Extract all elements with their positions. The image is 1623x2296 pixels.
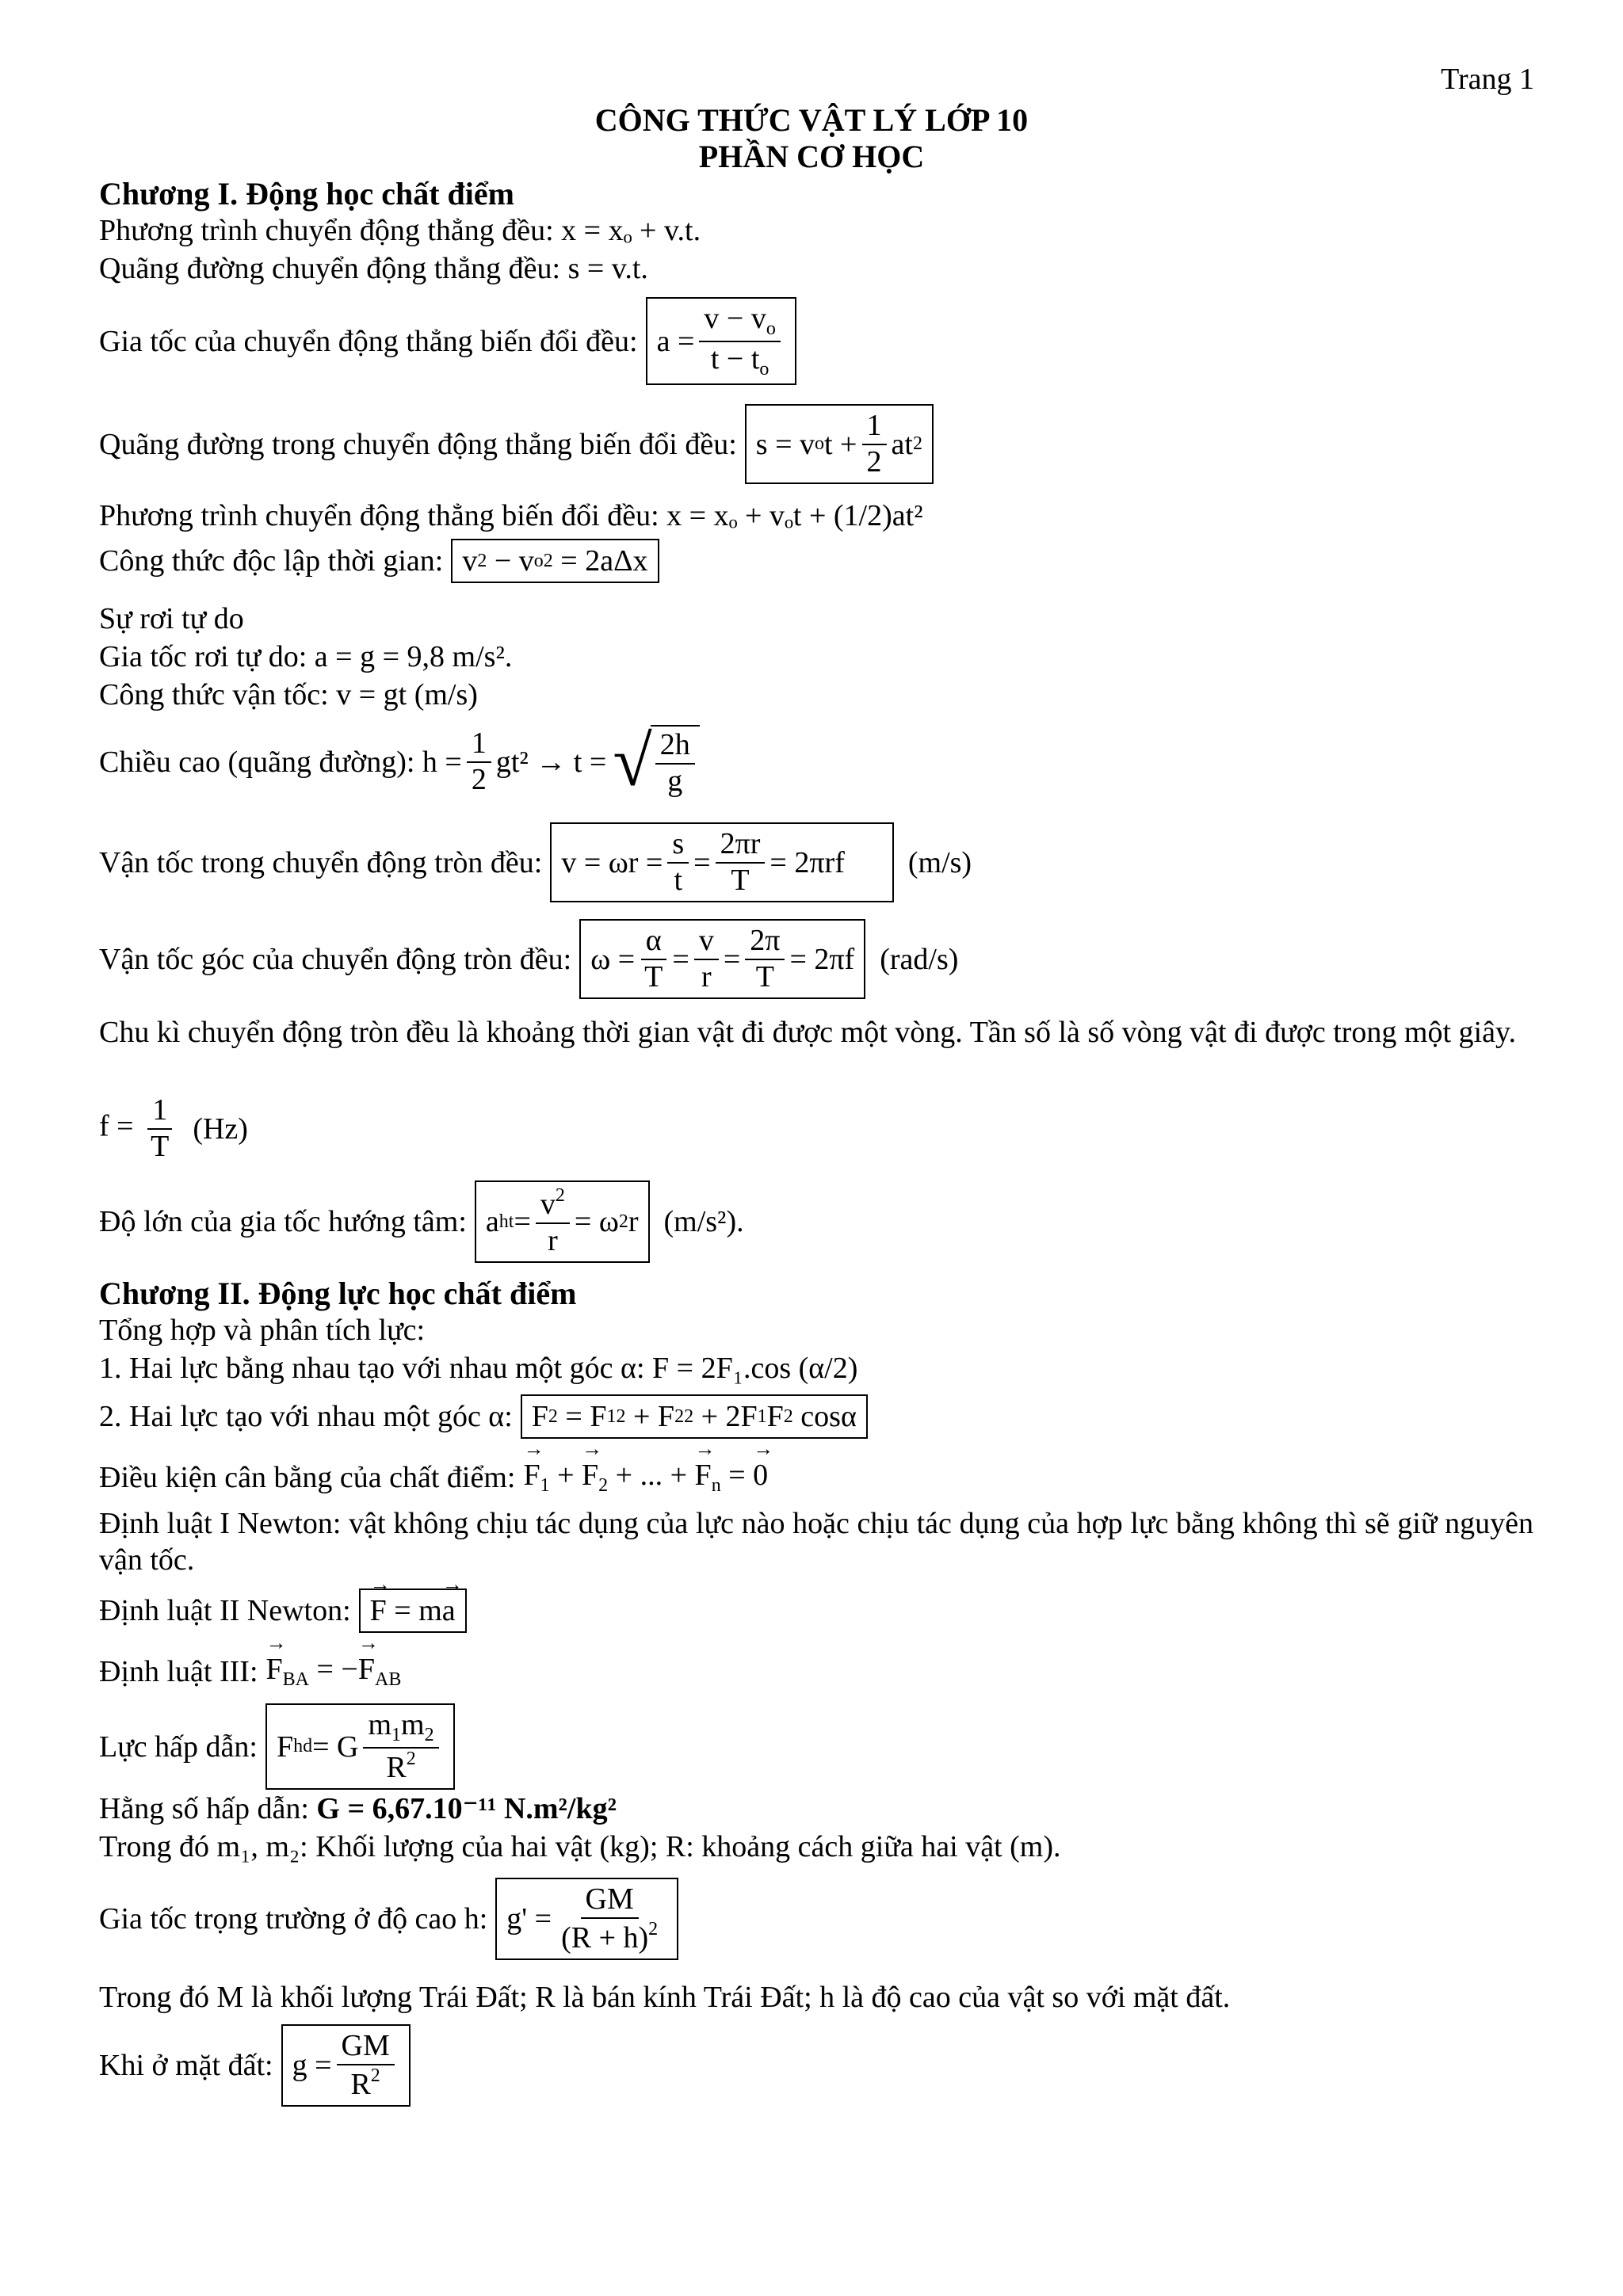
ground-gravity-formula: g = $\frac{GM}{R^2}$: [281, 2024, 411, 2107]
time-independent-formula: v 2 − v o 2 = 2aΔx: [451, 539, 659, 583]
gravity-height-row: Gia tốc trọng trường ở độ cao h: g' = $\frac{GM}{(R + h)^2}$: [99, 1878, 678, 1960]
equal-forces-line: 1. Hai lực bằng nhau tạo với nhau một góc α: F = 2F₁.cos (α/2): [99, 1352, 858, 1385]
page-number: Trang 1: [1441, 63, 1534, 96]
chapter-2-heading: Chương II. Động lực học chất điểm: [99, 1276, 577, 1311]
two-forces-formula: F 2 = F 1 2 + F 2 2 + 2F 1 F 2 cosα: [521, 1394, 868, 1439]
acceleration-formula: a = $\frac{v - v_o}{t - t_o}$: [646, 297, 796, 385]
newton-second-formula: → F = m → a: [359, 1589, 467, 1633]
frequency-row: f = $\frac{1}{T}$ (Hz): [99, 1093, 248, 1163]
document-subtitle: PHẦN CƠ HỌC: [698, 139, 925, 174]
circular-velocity-formula: v = ωr = $\frac{s}{t}$ = $\frac{2\pi r}{T}$ = 2πrf: [550, 822, 894, 902]
time-independent-row: Công thức độc lập thời gian: v 2 − v o 2 = 2aΔx: [99, 539, 659, 583]
gravitation-formula: F hd = G $\frac{m_1m_2}{R^2}$: [265, 1703, 455, 1790]
free-fall-acceleration: Gia tốc rơi tự do: a = g = 9,8 m/s².: [99, 640, 513, 673]
equilibrium-formula: → $F_1$ + → $F_2$ + ... + → $F_n$ = → 0: [523, 1458, 768, 1497]
earth-legend: Trong đó M là khối lượng Trái Đất; R là bán kính Trái Đất; h là độ cao của vật so với mặt đất.: [99, 1981, 1231, 2014]
newton-third-row: Định luật III: → $F_{BA}$ = −→ $F_{AB}$: [99, 1652, 401, 1691]
centripetal-formula: a ht = $\frac{v^2}{r}$ = ω 2 r: [475, 1180, 650, 1263]
newton-second-row: Định luật II Newton: → F = m → a: [99, 1589, 467, 1633]
document-title: CÔNG THỨC VẬT LÝ LỚP 10: [594, 102, 1029, 138]
distance-formula: s = v o t + $\frac{1}{2}$ at 2: [745, 404, 934, 484]
gravitation-legend: Trong đó m₁, m₂: Khối lượng của hai vật (kg); R: khoảng cách giữa hai vật (m).: [99, 1830, 1061, 1863]
gravitation-row: Lực hấp dẫn: F hd = G $\frac{m_1m_2}{R^2}$: [99, 1703, 455, 1790]
uniform-motion-distance: Quãng đường chuyển động thẳng đều: s = v.t.: [99, 252, 648, 285]
angular-velocity-formula: ω = $\frac{\alpha}{T}$ = $\frac{v}{r}$ = $\frac{2\pi}{T}$ = 2πf: [579, 919, 865, 999]
frequency-formula: f = $\frac{1}{T}$: [99, 1093, 178, 1164]
newton-third-formula: → $F_{BA}$ = −→ $F_{AB}$: [266, 1652, 402, 1691]
chapter-1-heading: Chương I. Động học chất điểm: [99, 176, 514, 212]
centripetal-row: Độ lớn của gia tốc hướng tâm: a ht = $\frac{v^2}{r}$ = ω 2 r (m/s²).: [99, 1180, 744, 1263]
ground-gravity-row: Khi ở mặt đất: g = $\frac{GM}{R^2}$: [99, 2024, 411, 2107]
period-definition: Chu kì chuyển động tròn đều là khoảng thời gian vật đi được một vòng. Tần số là số vòng vật đi được trong một giây.: [99, 1016, 1517, 1049]
free-fall-heading: Sự rơi tự do: [99, 602, 244, 635]
accelerated-motion-equation: Phương trình chuyển động thẳng biến đổi đều: x = xₒ + vₒt + (1/2)at²: [99, 499, 923, 532]
acceleration-row: Gia tốc của chuyển động thẳng biến đổi đều: a = $\frac{v - v_o}{t - t_o}$: [99, 297, 796, 385]
distance-row: Quãng đường trong chuyển động thẳng biến đổi đều: s = v o t + $\frac{1}{2}$ at 2: [99, 404, 934, 484]
circular-velocity-row: Vận tốc trong chuyển động tròn đều: v = ωr = $\frac{s}{t}$ = $\frac{2\pi r}{T}$ = 2πrf (m/s): [99, 822, 972, 902]
gravitational-constant: G = 6,67.10⁻¹¹ N.m²/kg²: [316, 1792, 617, 1825]
equilibrium-row: Điều kiện cân bằng của chất điểm: → $F_1$ + → $F_2$ + ... + → $F_n$ = → 0: [99, 1458, 768, 1497]
newton-first-law: Định luật I Newton: vật không chịu tác dụng của lực nào hoặc chịu tác dụng của hợp lực bằng không thì sẽ giữ nguyên vận tốc.: [99, 1507, 1533, 1577]
two-forces-row: 2. Hai lực tạo với nhau một góc α: F 2 = F 1 2 + F 2 2 + 2F 1 F 2 cosα: [99, 1394, 868, 1439]
height-row: Chiều cao (quãng đường): h = $\frac{1}{2}$ gt² → t = √ $\frac{2h}{g}$: [99, 725, 700, 799]
gravitational-constant-line: Hằng số hấp dẫn: G = 6,67.10⁻¹¹ N.m²/kg²: [99, 1792, 617, 1825]
uniform-motion-equation: Phương trình chuyển động thẳng đều: x = xₒ + v.t.: [99, 214, 701, 247]
gravity-height-formula: g' = $\frac{GM}{(R + h)^2}$: [495, 1878, 678, 1960]
force-composition: Tổng hợp và phân tích lực:: [99, 1314, 426, 1347]
free-fall-velocity: Công thức vận tốc: v = gt (m/s): [99, 678, 478, 711]
angular-velocity-row: Vận tốc góc của chuyển động tròn đều: ω = $\frac{\alpha}{T}$ = $\frac{v}{r}$ = $\frac{2\pi}{T}$ = 2πf (rad/s): [99, 919, 958, 999]
